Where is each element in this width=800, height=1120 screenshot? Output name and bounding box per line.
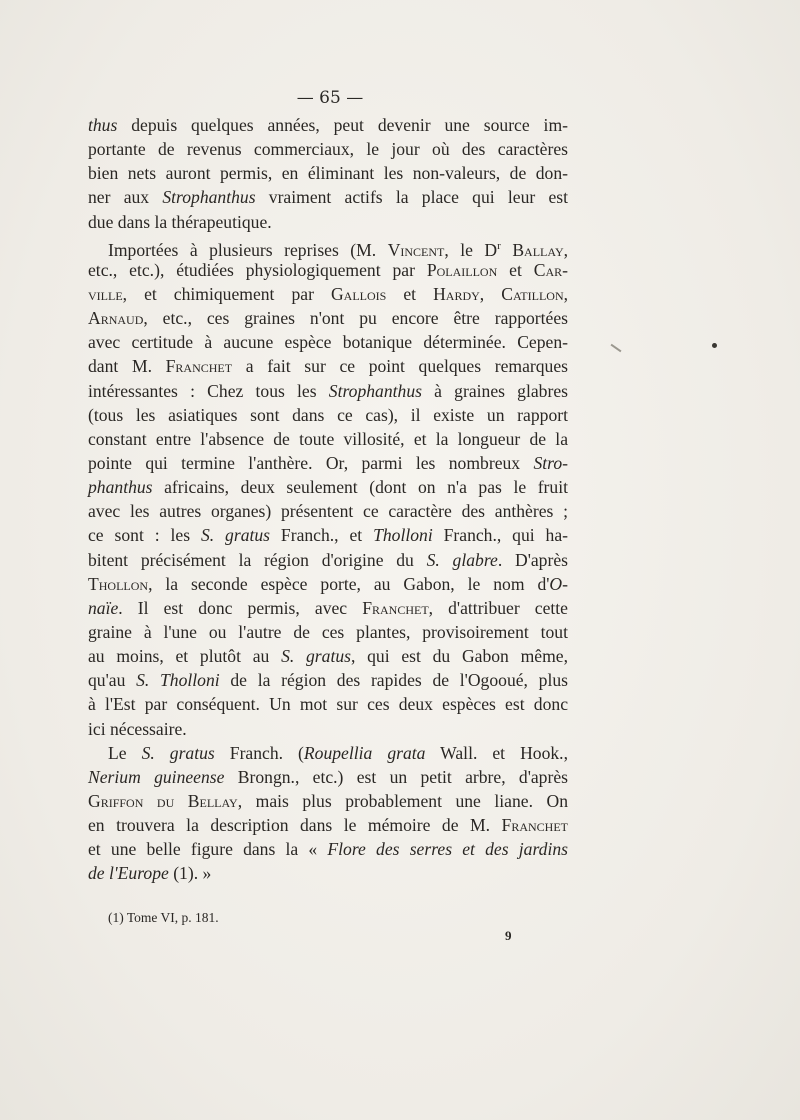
- text-line: Thollon, la seconde espèce porte, au Gabon, le nom d'O-: [88, 573, 568, 594]
- text-line: etc., etc.), étudiées physiologiquement par Polaillon et Car-: [88, 259, 568, 280]
- text-line: de l'Europe (1). »: [88, 863, 212, 884]
- text-line: en trouvera la description dans le mémoire de M. Franchet: [88, 815, 568, 836]
- text-line: (tous les asiatiques sont dans ce cas), il existe un rapport: [88, 404, 568, 425]
- footnote: (1) Tome VI, p. 181.: [108, 910, 219, 925]
- text-line: Nerium guineense Brongn., etc.) est un petit arbre, d'après: [88, 766, 568, 787]
- text-line: au moins, et plutôt au S. gratus, qui est du Gabon même,: [88, 646, 568, 667]
- text-line: thus depuis quelques années, peut devenir une source im-: [88, 115, 568, 135]
- text-line: Le S. gratus Franch. (Roupellia grata Wall. et Hook.,: [108, 742, 568, 763]
- text-line: Arnaud, etc., ces graines n'ont pu encore être rapportées: [88, 308, 568, 329]
- text-line: phanthus africains, deux seulement (dont on n'a pas le fruit: [88, 477, 568, 498]
- page-number: — 65 —: [296, 88, 364, 108]
- text-line: naïe. Il est donc permis, avec Franchet, d'attribuer cette: [88, 597, 568, 618]
- text-line: bien nets auront permis, en éliminant les non-valeurs, de don-: [88, 163, 568, 184]
- text-line: ville, et chimiquement par Gallois et Hardy, Catillon,: [88, 283, 569, 304]
- text-line: avec certitude à aucune espèce botanique déterminée. Cepen-: [88, 332, 568, 353]
- text-line: Griffon du Bellay, mais plus probablement une liane. On: [88, 790, 568, 811]
- text-line: due dans la thérapeutique.: [88, 211, 272, 232]
- text-line: Importées à plusieurs reprises (M. Vincent, le $D^r$ Ballay,: [108, 239, 569, 260]
- paper-mark: [611, 344, 622, 353]
- text-line: avec les autres organes) présentent ce caractère des anthères ;: [88, 501, 568, 522]
- text-line: ce sont : les S. gratus Franch., et Tholloni Franch., qui ha-: [88, 525, 569, 546]
- text-line: portante de revenus commerciaux, le jour où des caractères: [88, 139, 568, 160]
- text-line: et une belle figure dans la « Flore des serres et des jardins: [88, 839, 568, 860]
- text-line: à l'Est par conséquent. Un mot sur ces deux espèces est donc: [88, 694, 568, 715]
- text-line: pointe qui termine l'anthère. Or, parmi les nombreux Stro-: [88, 452, 568, 473]
- paper-speck: [712, 343, 717, 348]
- signature-mark: 9: [505, 928, 512, 943]
- text-line: qu'au S. Tholloni de la région des rapides de l'Ogooué, plus: [88, 670, 568, 691]
- body-text: [88, 113, 568, 886]
- text-line: constant entre l'absence de toute villosité, et la longueur de la: [88, 428, 568, 449]
- text-line: intéressantes : Chez tous les Strophanthus à graines glabres: [88, 380, 568, 401]
- text-line: bitent précisément la région d'origine du S. glabre. D'après: [88, 549, 568, 570]
- text-line: dant M. Franchet a fait sur ce point quelques remarques: [88, 356, 568, 377]
- text-line: ner aux Strophanthus vraiment actifs la place qui leur est: [88, 187, 569, 208]
- text-line: ici nécessaire.: [88, 718, 187, 739]
- text-line: graine à l'une ou l'autre de ces plantes, provisoirement tout: [88, 621, 568, 642]
